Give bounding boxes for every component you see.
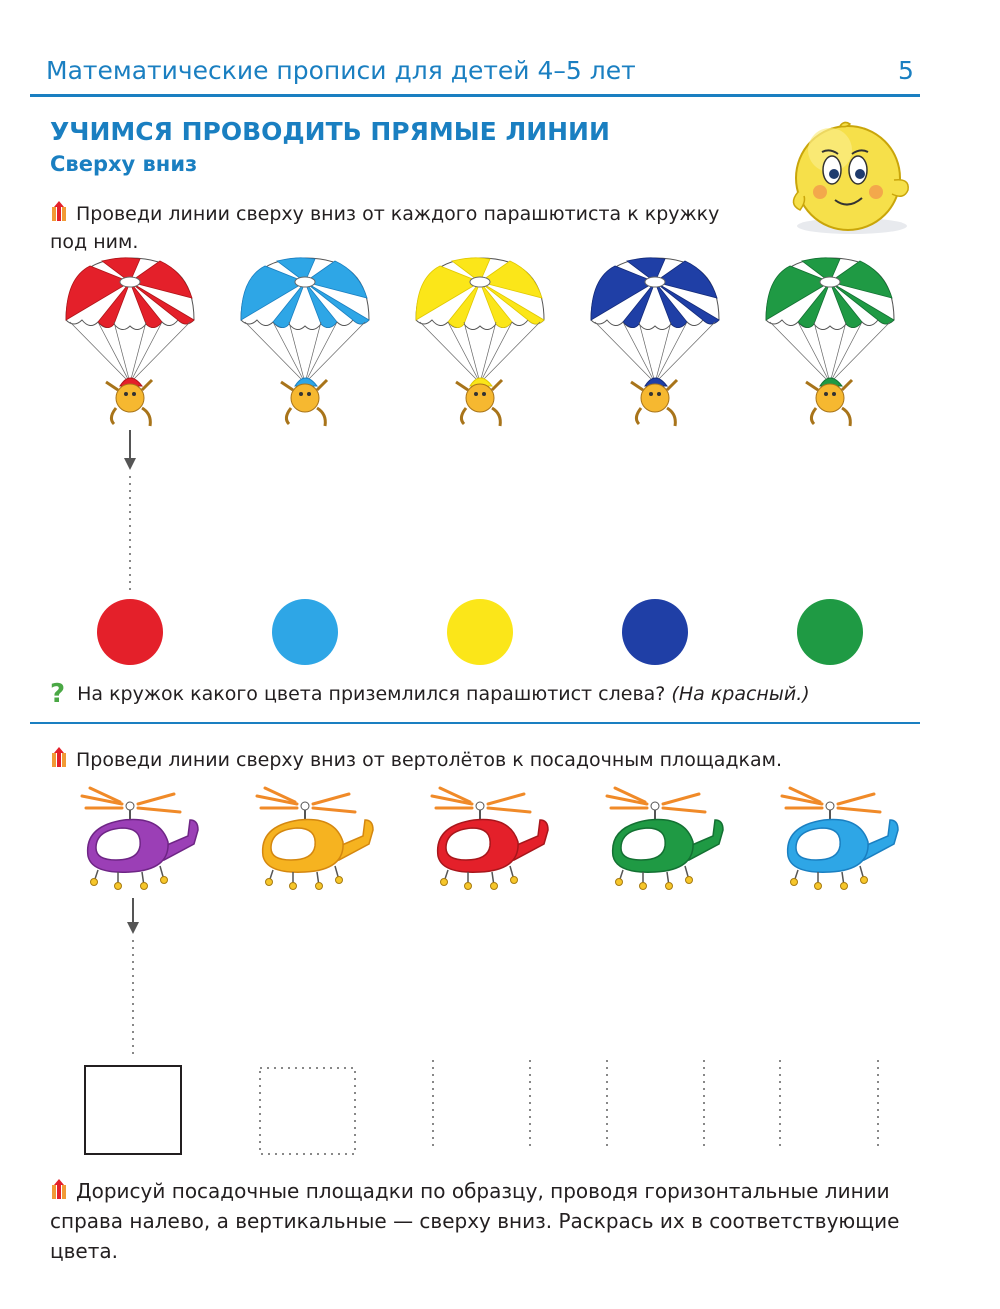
page-number: 5	[898, 56, 914, 85]
landing-pad-sample	[85, 1066, 181, 1154]
helicopter-purple	[82, 788, 198, 890]
parachutist-yellow	[416, 258, 544, 426]
sun-mascot-icon	[780, 118, 915, 238]
example-dotted-arrow	[123, 898, 143, 1058]
target-circles-row	[60, 596, 940, 668]
parachutist-red	[66, 258, 194, 426]
helicopter-green	[607, 788, 723, 890]
target-circle	[447, 599, 513, 665]
parachutes-row	[60, 258, 940, 438]
pencil-icon	[50, 747, 68, 769]
question-icon: ?	[50, 679, 66, 709]
target-circle	[622, 599, 688, 665]
instruction-pads	[50, 1176, 930, 1266]
target-circle	[97, 599, 163, 665]
question-line	[50, 680, 910, 708]
instruction-parachutes-text: Проведи линии сверху вниз от каждого парашютиста к кружку под ним.	[50, 203, 720, 253]
section-title: УЧИМСЯ ПРОВОДИТЬ ПРЯМЫЕ ЛИНИИ	[50, 117, 610, 146]
landing-pads-row	[60, 1058, 940, 1158]
question-text: На кружок какого цвета приземлился парашютист слева?	[77, 683, 666, 705]
helicopters-row	[60, 786, 940, 896]
landing-pad-dotted	[260, 1068, 355, 1154]
instruction-parachutes	[50, 200, 740, 256]
running-header: Математические прописи для детей 4–5 лет	[46, 56, 636, 85]
parachutist-green	[766, 258, 894, 426]
helicopter-orange	[257, 788, 373, 890]
target-circle	[272, 599, 338, 665]
helicopter-light-blue	[782, 788, 898, 890]
section-divider	[30, 722, 920, 724]
header-rule	[30, 94, 920, 97]
parachutist-light-blue	[241, 258, 369, 426]
instruction-helicopters	[50, 746, 910, 774]
question-answer: (На красный.)	[671, 683, 810, 705]
instruction-pads-text: Дорисуй посадочные площадки по образцу, проводя горизонтальные линии справа налево, а вертикальные — сверху вниз. Раскрась их в соответствующие цвета.	[50, 1179, 900, 1263]
helicopter-red	[432, 788, 548, 890]
pencil-icon	[50, 201, 68, 223]
instruction-helicopters-text: Проведи линии сверху вниз от вертолётов к посадочным площадкам.	[76, 749, 782, 771]
parachutist-blue	[591, 258, 719, 426]
pencil-icon	[50, 1179, 68, 1201]
target-circle	[797, 599, 863, 665]
example-dotted-arrow	[120, 430, 140, 600]
section-subtitle: Сверху вниз	[50, 152, 198, 176]
